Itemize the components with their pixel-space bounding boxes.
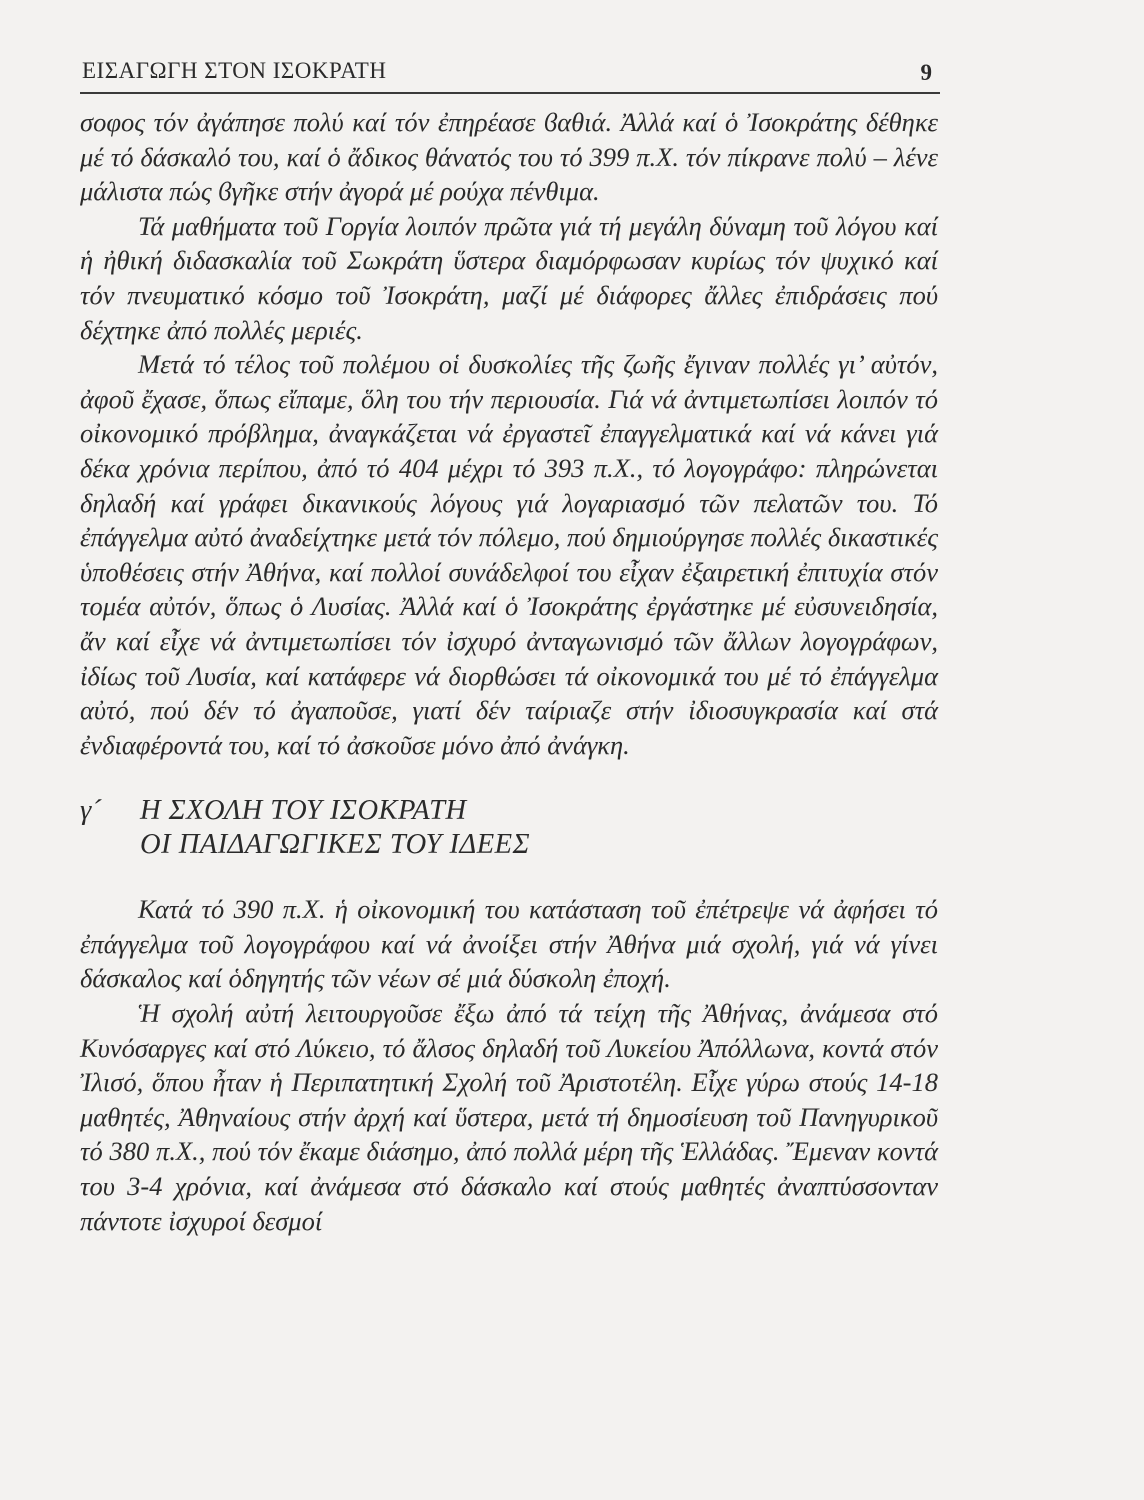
section-title-line2: ΟΙ ΠΑΙΔΑΓΩΓΙΚΕΣ ΤΟΥ ΙΔΕΕΣ	[140, 829, 531, 861]
page-body	[80, 105, 938, 1238]
paragraph: Κατά τό 390 π.Χ. ἡ οἰκονομική του κατάσταση τοῦ ἐπέτρεψε νά ἀφήσει τό ἐπάγγελμα τοῦ λογογράφου καί νά ἀνοίξει στήν Ἀθήνα μιά σχολή, γιά νά γίνει δάσκαλος καί ὁδηγητής τῶν νέων σέ μιά δύσκολη ἐποχή.	[80, 894, 938, 994]
section-number: γ´	[80, 795, 102, 827]
section-heading-line1	[80, 794, 938, 828]
paragraph: Ἡ σχολή αὐτή λειτουργοῦσε ἔξω ἀπό τά τείχη τῆς Ἀθήνας, ἀνάμεσα στό Κυνόσαργες καί στό Λύκειο, τό ἄλσος δηλαδή τοῦ Λυκείου Ἀπόλλωνα, κοντά στόν Ἰλισό, ὅπου ἦταν ἡ Περιπατητική Σχολή τοῦ Ἀριστοτέλη. Εἶχε γύρω στούς 14-18 μαθητές, Ἀθηναίους στήν ἀρχή καί ὕστερα, μετά τή δημοσίευση τοῦ Πανηγυρικοῦ τό 380 π.Χ., πού τόν ἔκαμε διάσημο, ἀπό πολλά μέρη τῆς Ἑλλάδας. Ἔμεναν κοντά του 3-4 χρόνια, καί ἀνάμεσα στό δάσκαλο καί στούς μαθητές ἀναπτύσσονταν πάντοτε ἰσχυροί δεσμοί	[80, 998, 938, 1236]
paragraph: Τά μαθήματα τοῦ Γοργία λοιπόν πρῶτα γιά τή μεγάλη δύναμη τοῦ λόγου καί ἡ ἠθική διδασκαλία τοῦ Σωκράτη ὕστερα διαμόρφωσαν κυρίως τόν ψυχικό καί τόν πνευματικό κόσμο τοῦ Ἰσοκράτη, μαζί μέ διάφορες ἄλλες ἐπιδράσεις πού δέχτηκε ἀπό πολλές μεριές.	[80, 210, 938, 345]
section-heading	[80, 794, 938, 862]
section-title-line1: Η ΣΧΟΛΗ ΤΟΥ ΙΣΟΚΡΑΤΗ	[140, 795, 467, 827]
page-number: 9	[920, 60, 932, 85]
running-head: ΕΙΣΑΓΩΓΗ ΣΤΟΝ ΙΣΟΚΡΑΤΗ	[82, 58, 387, 83]
paragraph-continuation: σοφος τόν ἀγάπησε πολύ καί τόν ἐπηρέασε ϐαθιά. Ἀλλά καί ὁ Ἰσοκράτης δέθηκε μέ τό δάσκαλό του, καί ὁ ἄδικος θάνατός του τό 399 π.Χ. τόν πίκρανε πολύ – λένε μάλιστα πώς ϐγῆκε στήν ἀγορά μέ ρούχα πένθιμα.	[80, 107, 938, 207]
paragraph: Μετά τό τέλος τοῦ πολέμου οἱ δυσκολίες τῆς ζωῆς ἔγιναν πολλές γι’ αὐτόν, ἀφοῦ ἔχασε, ὅπως εἴπαμε, ὅλη του τήν περιουσία. Γιά νά ἀντιμετωπίσει λοιπόν τό οἰκονομικό πρόβλημα, ἀναγκάζεται νά ἐργαστεῖ ἐπαγγελματικά καί νά κάνει γιά δέκα χρόνια περίπου, ἀπό τό 404 μέχρι τό 393 π.Χ., τό λογογράφο: πληρώνεται δηλαδή καί γράφει δικανικούς λόγους γιά λογαριασμό τῶν πελατῶν του. Τό ἐπάγγελμα αὐτό ἀναδείχτηκε μετά τόν πόλεμο, πού δημιούργησε πολλές δικαστικές ὑποθέσεις στήν Ἀθήνα, καί πολλοί συνάδελφοί του εἶχαν ἐξαιρετική ἐπιτυχία στόν τομέα αὐτόν, ὅπως ὁ Λυσίας. Ἀλλά καί ὁ Ἰσοκράτης ἐργάστηκε μέ εὐσυνειδησία, ἄν καί εἶχε νά ἀντιμετωπίσει τόν ἰσχυρό ἀνταγωνισμό τῶν ἄλλων λογογράφων, ἰδίως τοῦ Λυσία, καί κατάφερε νά διορθώσει τά οἰκονομικά του μέ τό ἐπάγγελμα αὐτό, πού δέν τό ἀγαποῦσε, γιατί δέν ταίριαζε στήν ἰδιοσυγκρασία καί στά ἐνδιαφέροντά του, καί τό ἀσκοῦσε μόνο ἀπό ἀνάγκη.	[80, 349, 938, 760]
page-header	[80, 58, 940, 94]
